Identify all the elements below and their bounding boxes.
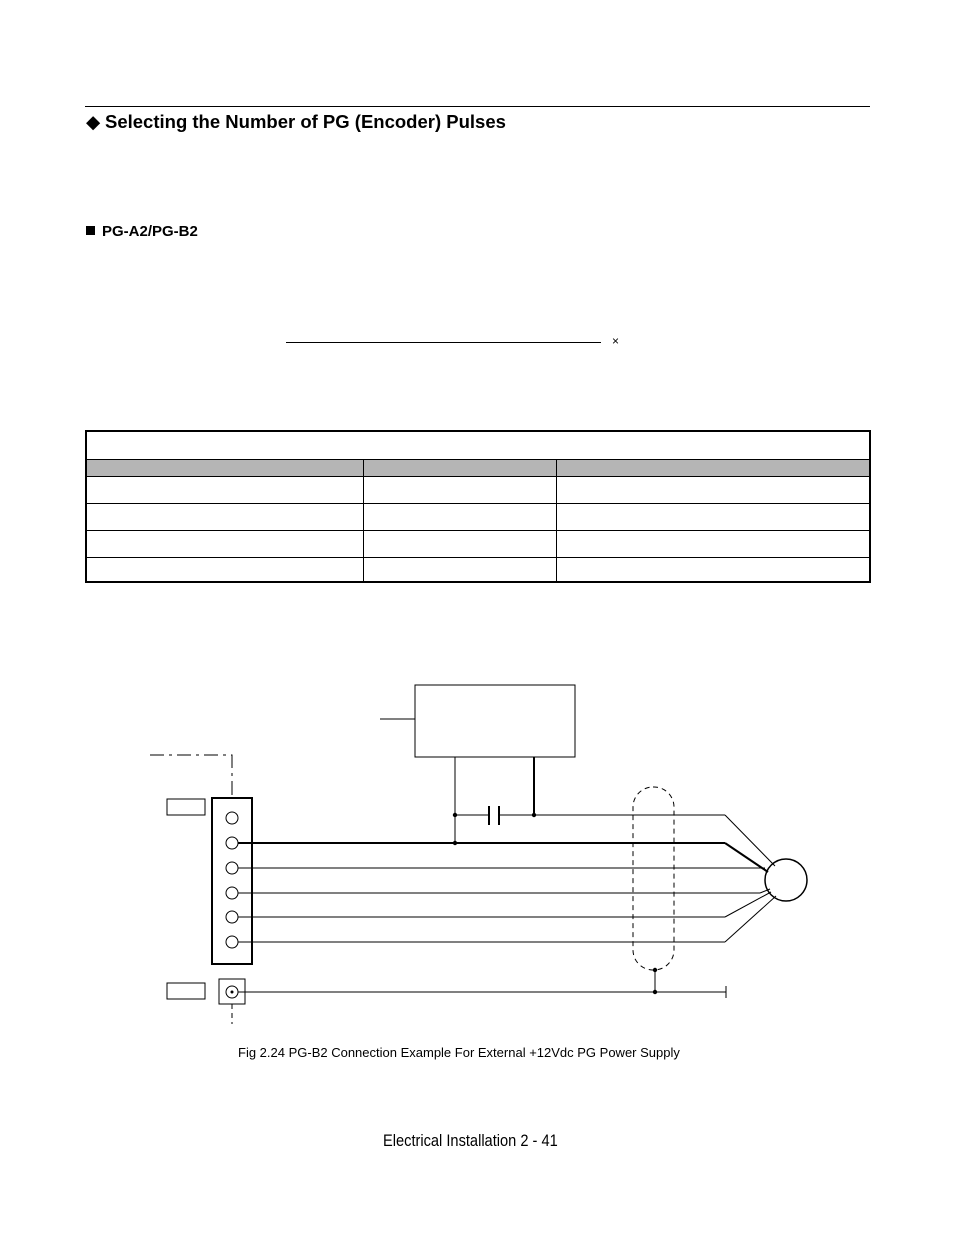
- power-supply-box: [415, 685, 575, 757]
- junction-dot: [653, 968, 657, 972]
- enclosure-boundary: [150, 755, 232, 800]
- formula-times-sign: ×: [612, 334, 620, 348]
- terminal-1: [226, 812, 238, 824]
- junction-dot: [453, 841, 457, 845]
- terminal-4: [226, 887, 238, 899]
- junction-dot: [653, 990, 657, 994]
- fan-wire: [725, 892, 771, 917]
- cable-shield: [633, 787, 674, 970]
- terminal-6: [226, 936, 238, 948]
- diamond-icon: ◆: [86, 111, 101, 132]
- terminal-label-box: [167, 799, 205, 815]
- terminal-5: [226, 911, 238, 923]
- fan-wire: [725, 815, 775, 866]
- junction-dot: [532, 813, 536, 817]
- section-title-text: Selecting the Number of PG (Encoder) Pulses: [105, 111, 506, 132]
- terminal-2: [226, 837, 238, 849]
- figure-caption: Fig 2.24 PG-B2 Connection Example For External +12Vdc PG Power Supply: [238, 1045, 680, 1060]
- terminal-3: [226, 862, 238, 874]
- terminal-block: [212, 798, 252, 964]
- junction-dot: [231, 991, 234, 994]
- subsection-title-text: PG-A2/PG-B2: [102, 223, 198, 240]
- junction-dot: [453, 813, 457, 817]
- page-footer: Electrical Installation 2 - 41: [383, 1131, 558, 1150]
- ground-label-box: [167, 983, 205, 999]
- encoder-icon: [765, 859, 807, 901]
